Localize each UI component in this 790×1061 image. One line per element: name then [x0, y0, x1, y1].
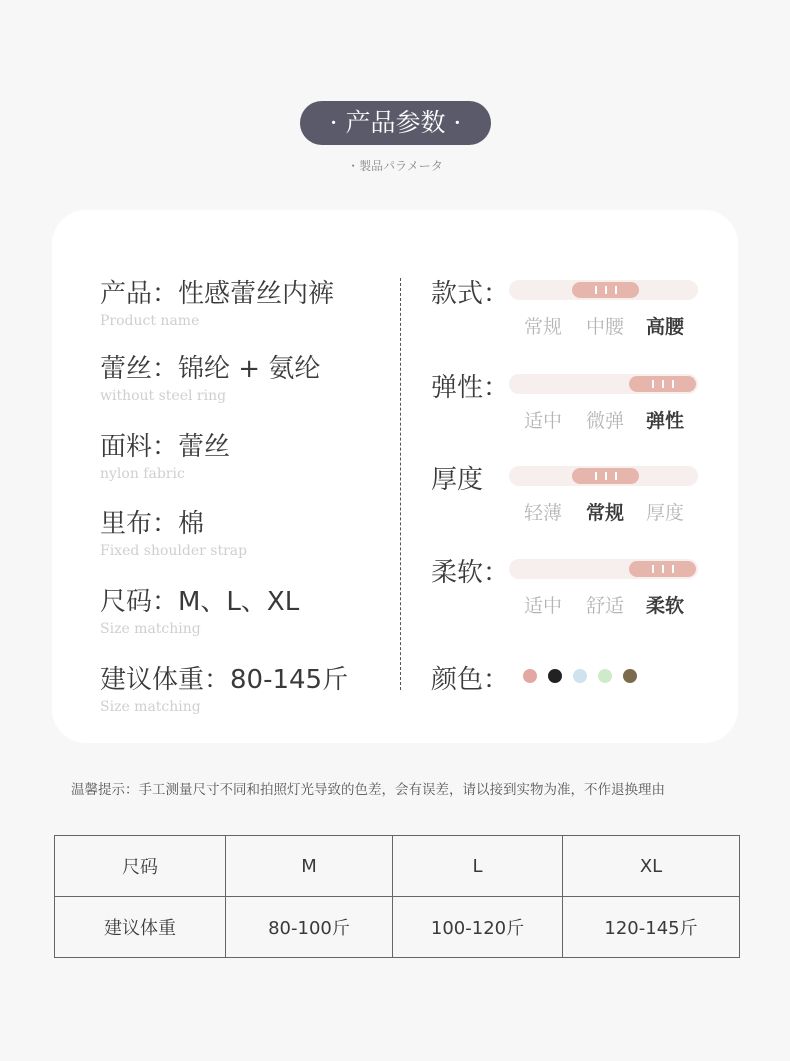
color-swatch-brown[interactable] — [623, 669, 637, 683]
section-title: · 产品参数 · — [300, 101, 491, 145]
size-table — [54, 835, 740, 958]
softness-option-comfortable: 舒适 — [585, 595, 624, 617]
table-cell-xl-weight: 120-145斤 — [563, 897, 740, 958]
table-cell-l-weight: 100-120斤 — [393, 897, 563, 958]
softness-slider-track — [509, 559, 698, 579]
softness-slider-thumb — [629, 561, 696, 577]
table-row — [55, 897, 740, 958]
softness-option-soft: 柔软 — [645, 595, 684, 617]
style-option-mid: 中腰 — [585, 316, 624, 338]
spec-label-fabric: 面料：蕾丝 — [100, 432, 231, 462]
elasticity-option-elastic: 弹性 — [645, 410, 684, 432]
spec-label-lining: 里布：棉 — [100, 509, 205, 539]
table-header-l: L — [393, 836, 563, 897]
color-swatch-light-blue[interactable] — [573, 669, 587, 683]
elasticity-slider-thumb — [629, 376, 696, 392]
spec-sub-weight: Size matching — [100, 699, 201, 715]
table-header-size: 尺码 — [55, 836, 226, 897]
spec-sub-lining: Fixed shoulder strap — [100, 543, 248, 559]
table-header-xl: XL — [563, 836, 740, 897]
dashed-divider — [400, 278, 401, 690]
table-header-m: M — [226, 836, 393, 897]
spec-sub-lace: without steel ring — [100, 388, 227, 404]
elasticity-option-slight: 微弹 — [585, 410, 624, 432]
style-slider-thumb — [572, 282, 639, 298]
thickness-option-regular: 常规 — [585, 502, 624, 524]
spec-sub-size: Size matching — [100, 621, 201, 637]
spec-label-weight: 建议体重：80-145斤 — [100, 665, 349, 695]
color-swatch-light-green[interactable] — [598, 669, 612, 683]
attr-label-thickness: 厚度 — [431, 465, 484, 495]
style-slider-track — [509, 280, 698, 300]
style-option-regular: 常规 — [523, 316, 562, 338]
attr-label-style: 款式： — [431, 279, 510, 309]
table-row — [55, 836, 740, 897]
table-cell-m-weight: 80-100斤 — [226, 897, 393, 958]
elasticity-slider-track — [509, 374, 698, 394]
color-swatch-black[interactable] — [548, 669, 562, 683]
thickness-slider-track — [509, 466, 698, 486]
spec-label-product: 产品：性感蕾丝内裤 — [100, 279, 335, 309]
attr-label-colors: 颜色： — [431, 665, 510, 695]
elasticity-option-moderate: 适中 — [523, 410, 562, 432]
spec-sub-fabric: nylon fabric — [100, 466, 185, 482]
spec-label-size: 尺码：M、L、XL — [100, 587, 300, 617]
spec-sub-product: Product name — [100, 313, 200, 329]
attr-label-softness: 柔软： — [431, 558, 510, 588]
softness-option-moderate: 适中 — [523, 595, 562, 617]
color-swatch-pink[interactable] — [523, 669, 537, 683]
thickness-option-thin: 轻薄 — [523, 502, 562, 524]
style-option-high: 高腰 — [645, 316, 684, 338]
thickness-option-thick: 厚度 — [645, 502, 684, 524]
thickness-slider-thumb — [572, 468, 639, 484]
section-subtitle: ・製品パラメータ — [347, 159, 443, 173]
tip-note: 温馨提示：手工测量尺寸不同和拍照灯光导致的色差，会有误差，请以接到实物为准，不作退换理由 — [71, 782, 665, 798]
attr-label-elasticity: 弹性： — [431, 373, 510, 403]
table-cell-weight-label: 建议体重 — [55, 897, 226, 958]
spec-label-lace: 蕾丝：锦纶 + 氨纶 — [100, 354, 321, 384]
